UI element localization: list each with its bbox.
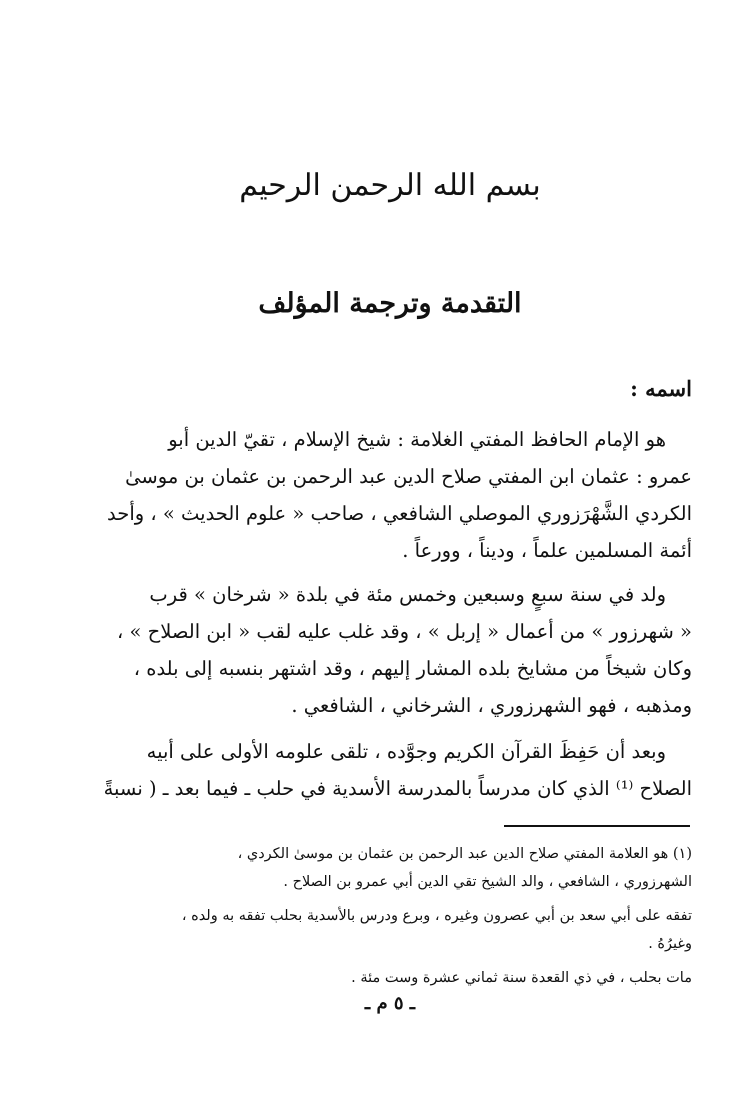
footnote-line: تفقه على أبي سعد بن أبي عصرون وغيره ، وبرع ودرس بالأسدية بحلب تفقه به ولده ، bbox=[181, 908, 692, 924]
paragraph-line: ولد في سنة سبعٍ وسبعين وخمس مئة في بلدة « شرخان » قرب bbox=[149, 583, 666, 606]
footnotes bbox=[56, 840, 692, 992]
paragraph-line: عمرو : عثمان ابن المفتي صلاح الدين عبد الرحمن بن عثمان بن موسىٰ bbox=[125, 465, 692, 488]
paragraph-line: الكردي الشَّهْرَزوري الموصلي الشافعي ، صاحب « علوم الحديث » ، وأحد bbox=[107, 502, 692, 525]
footnote-line: (١) هو العلامة المفتي صلاح الدين عبد الرحمن بن عثمان بن موسىٰ الكردي ، bbox=[237, 846, 692, 862]
paragraph-line: وكان شيخاً من مشايخ بلده المشار إليهم ، وقد اشتهر بنسبه إلى بلده ، bbox=[133, 657, 692, 680]
basmala-header bbox=[200, 150, 580, 220]
page-number: ـ ٥ م ـ bbox=[364, 993, 416, 1014]
paragraph-line: أئمة المسلمين علماً ، وديناً ، وورعاً . bbox=[402, 539, 692, 562]
basmala-text: بسم الله الرحمن الرحيم bbox=[239, 167, 541, 203]
paragraph-line: وبعد أن حَفِظَ القرآن الكريم وجوَّده ، تلقى علومه الأولى على أبيه bbox=[146, 740, 666, 763]
paragraph-1 bbox=[56, 421, 692, 569]
paragraph-line: ومذهبه ، فهو الشهرزوري ، الشرخاني ، الشافعي . bbox=[291, 694, 692, 717]
section-heading: اسمه : bbox=[630, 376, 692, 401]
page-title: التقدمة وترجمة المؤلف bbox=[258, 288, 522, 319]
paragraph-2 bbox=[56, 576, 692, 724]
footnote-line: وغيرُهُ . bbox=[648, 936, 692, 952]
footnote-divider bbox=[504, 825, 690, 827]
footnote-line: الشهرزوري ، الشافعي ، والد الشيخ تقي الدين أبي عمرو بن الصلاح . bbox=[283, 874, 692, 890]
paragraph-line: « شهرزور » من أعمال « إربل » ، وقد غلب عليه لقب « ابن الصلاح » ، bbox=[117, 620, 692, 643]
paragraph-3 bbox=[56, 733, 692, 807]
paragraph-line: الصلاح ⁽¹⁾ الذي كان مدرساً بالمدرسة الأسدية في حلب ـ فيما بعد ـ ( نسبةً bbox=[103, 777, 692, 800]
footnote-line: مات بحلب ، في ذي القعدة سنة ثماني عشرة وست مئة . bbox=[351, 970, 692, 986]
paragraph-line: هو الإمام الحافظ المفتي الغلامة : شيخ الإسلام ، تقيّ الدين أبو bbox=[168, 428, 666, 451]
